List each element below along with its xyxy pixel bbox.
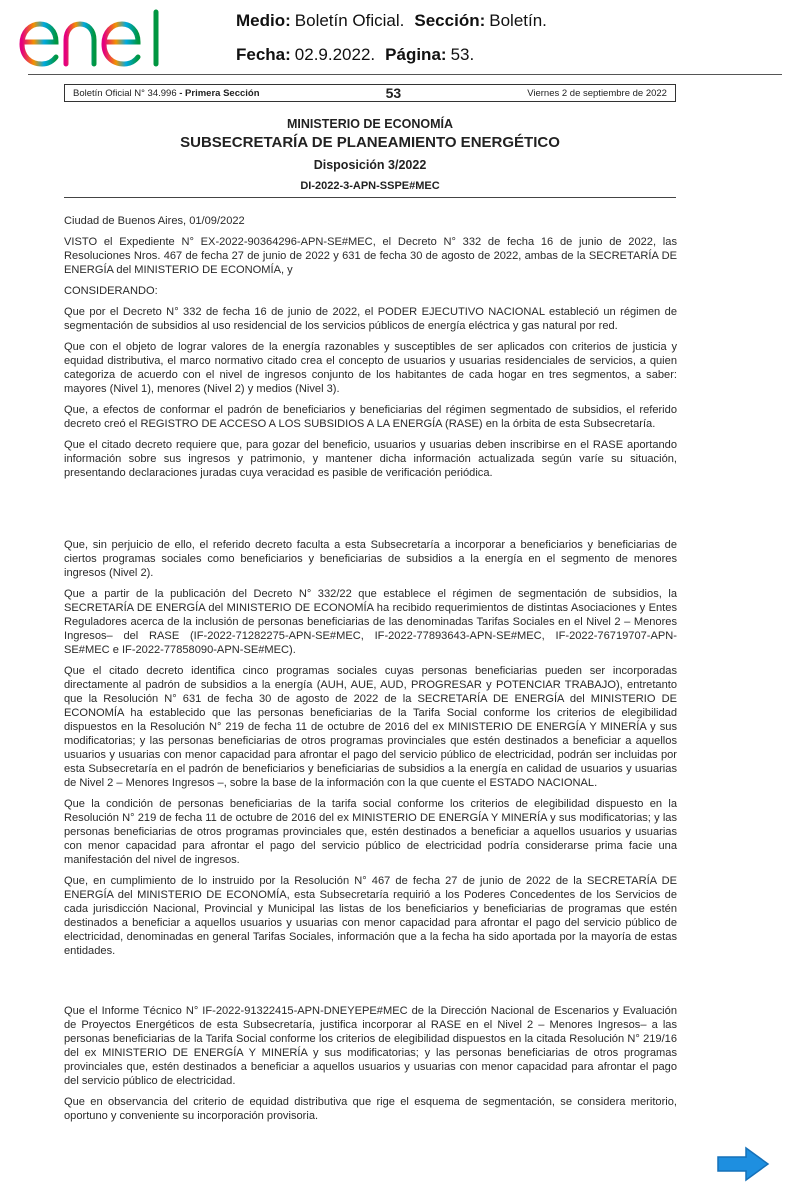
fecha-label: Fecha:	[236, 45, 291, 64]
bulletin-edition: Boletín Oficial N° 34.996	[73, 87, 177, 99]
body-section-a	[64, 214, 677, 487]
paragraph: Que el citado decreto requiere que, para gozar del beneficio, usuarios y usuarias deben inscribirse en el RASE aportando información sobre sus ingresos y patrimonio, y mantener dicha información actualizada según varíe su situación, presentando declaraciones juradas cuya veracidad es pasible de verificación periódica.	[64, 439, 677, 479]
document-title-block	[64, 116, 676, 196]
paragraph: Que el Informe Técnico N° IF-2022-91322415-APN-DNEYEPE#MEC de la Dirección Nacional de Escenarios y Evaluación de Proyectos Energéticos de esta Subsecretaría, justifica incorporar al RASE en el Nivel 2 – Menores Ingresos– a las personas beneficiarias de la Tarifa Social conforme los criterios de elegibilidad dispuestos en la citada Resolución N° 219/16 del ex MINISTERIO DE ENERGÍA Y MINERÍA y sus modificatorias; y las personas beneficiarias de otros programas provinciales que, estén destinados a beneficiar a aquellos usuarios y usuarias con menor capacidad para afrontar el pago del servicio público de electricidad.	[64, 1005, 677, 1087]
enel-logo-graphic	[16, 8, 171, 72]
fecha-value: 02.9.2022.	[294, 45, 376, 64]
paragraph: Que, a efectos de conformar el padrón de beneficiarios y beneficiarias del régimen segmentado de subsidios, el referido decreto creó el REGISTRO DE ACCESO A LOS SUBSIDIOS A LA ENERGÍA (RASE) en la órbita de esta Subsecretaría.	[64, 404, 677, 430]
pagina-value: 53.	[450, 45, 475, 64]
arrow-right-icon	[716, 1146, 770, 1182]
body-section-c	[64, 1004, 677, 1130]
subsecretaria-heading: SUBSECRETARÍA DE PLANEAMIENTO ENERGÉTICO	[180, 134, 560, 151]
paragraph: CONSIDERANDO:	[64, 285, 158, 297]
paragraph: Ciudad de Buenos Aires, 01/09/2022	[64, 215, 245, 227]
paragraph: Que por el Decreto N° 332 de fecha 16 de junio de 2022, el PODER EJECUTIVO NACIONAL estableció un régimen de segmentación de subsidios al uso residencial de los servicios públicos de energía eléctrica y gas natural por red.	[64, 306, 677, 332]
paragraph: Que, en cumplimiento de lo instruido por la Resolución N° 467 de fecha 27 de junio de 2022 de la SECRETARÍA DE ENERGÍA del MINISTERIO DE ECONOMÍA, esta Subsecretaría requirió a los Poderes Concedentes de los Servicios de cada jurisdicción Nacional, Provincial y Municipal las listas de los beneficiarios y beneficiarias de programas que estén destinados a beneficiar a aquellos usuarios y usuarias con menor capacidad para afrontar el pago del servicio público de electricidad, denominadas en general Tarifas Sociales, información que a la fecha ha sido aportada por la mayoría de estas entidades.	[64, 875, 677, 957]
clipping-row-fecha	[236, 38, 547, 72]
disposicion-code: DI-2022-3-APN-SSPE#MEC	[300, 180, 440, 192]
paragraph: VISTO el Expediente N° EX-2022-90364296-APN-SE#MEC, el Decreto N° 332 de fecha 16 de junio de 2022, las Resoluciones Nros. 467 de fecha 27 de junio de 2022 y 631 de fecha 30 de agosto de 2022, ambas de la SECRETARÍA DE ENERGÍA del MINISTERIO DE ECONOMÍA, y	[64, 236, 677, 276]
clipping-metadata	[236, 4, 547, 72]
next-page-button[interactable]	[716, 1146, 770, 1182]
pagina-label: Página:	[385, 45, 447, 64]
body-section-b	[64, 538, 677, 965]
paragraph: Que en observancia del criterio de equidad distributiva que rige el esquema de segmentación, se considera meritorio, oportuno y conveniente su incorporación provisoria.	[64, 1096, 677, 1122]
bulletin-header	[64, 84, 676, 102]
medio-value: Boletín Oficial.	[294, 11, 405, 30]
paragraph: Que, sin perjuicio de ello, el referido decreto faculta a esta Subsecretaría a incorporar a beneficiarios y beneficiarias de ciertos programas sociales como beneficiarios y beneficiarias de subsidios a la energía en el segmento de menores ingresos (Nivel 2).	[64, 539, 677, 579]
bulletin-date: Viernes 2 de septiembre de 2022	[527, 87, 667, 99]
bulletin-section: - Primera Sección	[179, 87, 260, 99]
bulletin-page-number: 53	[385, 85, 402, 101]
title-divider	[64, 197, 676, 198]
paragraph: Que a partir de la publicación del Decreto N° 332/22 que establece el régimen de segmentación de subsidios, la SECRETARÍA DE ENERGÍA del MINISTERIO DE ECONOMÍA ha recibido requerimientos de distintas Asociaciones y Entes Reguladores acerca de la inclusión de personas beneficiarias de las denominadas Tarifas Sociales en el Nivel 2 – Menores Ingresos– del RASE (IF-2022-71282275-APN-SE#MEC, IF-2022-77893643-APN-SE#MEC, IF-2022-76719707-APN-SE#MEC e IF-2022-77858090-APN-SE#MEC).	[64, 588, 677, 656]
disposicion-heading: Disposición 3/2022	[313, 158, 427, 172]
paragraph: Que el citado decreto identifica cinco programas sociales cuyas personas beneficiarias pueden ser incorporadas directamente al padrón de subsidios a la energía (AUH, AUE, AUD, PROGRESAR y POTENCIAR TRABAJO), entretanto que la Resolución N° 631 de fecha 30 de agosto de 2022 de la SECRETARÍA DE ENERGÍA del MINISTERIO DE ECONOMÍA ha establecido que las personas beneficiarias de la Tarifa Social conforme los criterios de elegibilidad dispuestos en la Resolución N° 219 de fecha 11 de octubre de 2016 del ex MINISTERIO DE ENERGÍA Y MINERÍA y sus modificatorias; y las personas beneficiarias de otros programas provinciales que estén destinados a beneficiar a aquellos usuarios y usuarias con menor capacidad para afrontar el pago del servicio público de electricidad, podrán ser incluidas por esta Subsecretaría en el padrón de beneficiarios y beneficiarias de subsidios a la energía en calidad de usuarios y usuarias de Nivel 2 – Menores Ingresos –, sobre la base de la información con la que cuente el ESTADO NACIONAL.	[64, 665, 677, 789]
bulletin-edition-group	[73, 88, 260, 99]
medio-label: Medio:	[236, 11, 291, 30]
seccion-label: Sección:	[414, 11, 486, 30]
enel-logo	[16, 8, 171, 72]
ministry-heading: MINISTERIO DE ECONOMÍA	[287, 117, 453, 131]
seccion-value: Boletín.	[489, 11, 547, 30]
paragraph: Que con el objeto de lograr valores de la energía razonables y susceptibles de ser aplicados con criterios de justicia y equidad distributiva, el marco normativo citado crea el concepto de usuarios y usuarias residenciales de servicios, a quien categoriza de acuerdo con el nivel de ingresos conjunto de los habitantes de cada hogar en tres segmentos, a saber: mayores (Nivel 1), menores (Nivel 2) y medios (Nivel 3).	[64, 341, 677, 395]
clipping-row-medio	[236, 4, 547, 38]
paragraph: Que la condición de personas beneficiarias de la tarifa social conforme los criterios de elegibilidad dispuesto en la Resolución N° 219 de fecha 11 de octubre de 2016 del ex MINISTERIO DE ENERGÍA Y MINERÍA y sus modificatorias; y las personas beneficiarias de otros programas provinciales que, estén destinados a beneficiar a aquellos usuarios y usuarias con menor capacidad para afrontar el pago del servicio público de electricidad podría considerarse prima facie una manifestación del nivel de ingresos.	[64, 798, 677, 866]
header-divider	[28, 74, 782, 75]
